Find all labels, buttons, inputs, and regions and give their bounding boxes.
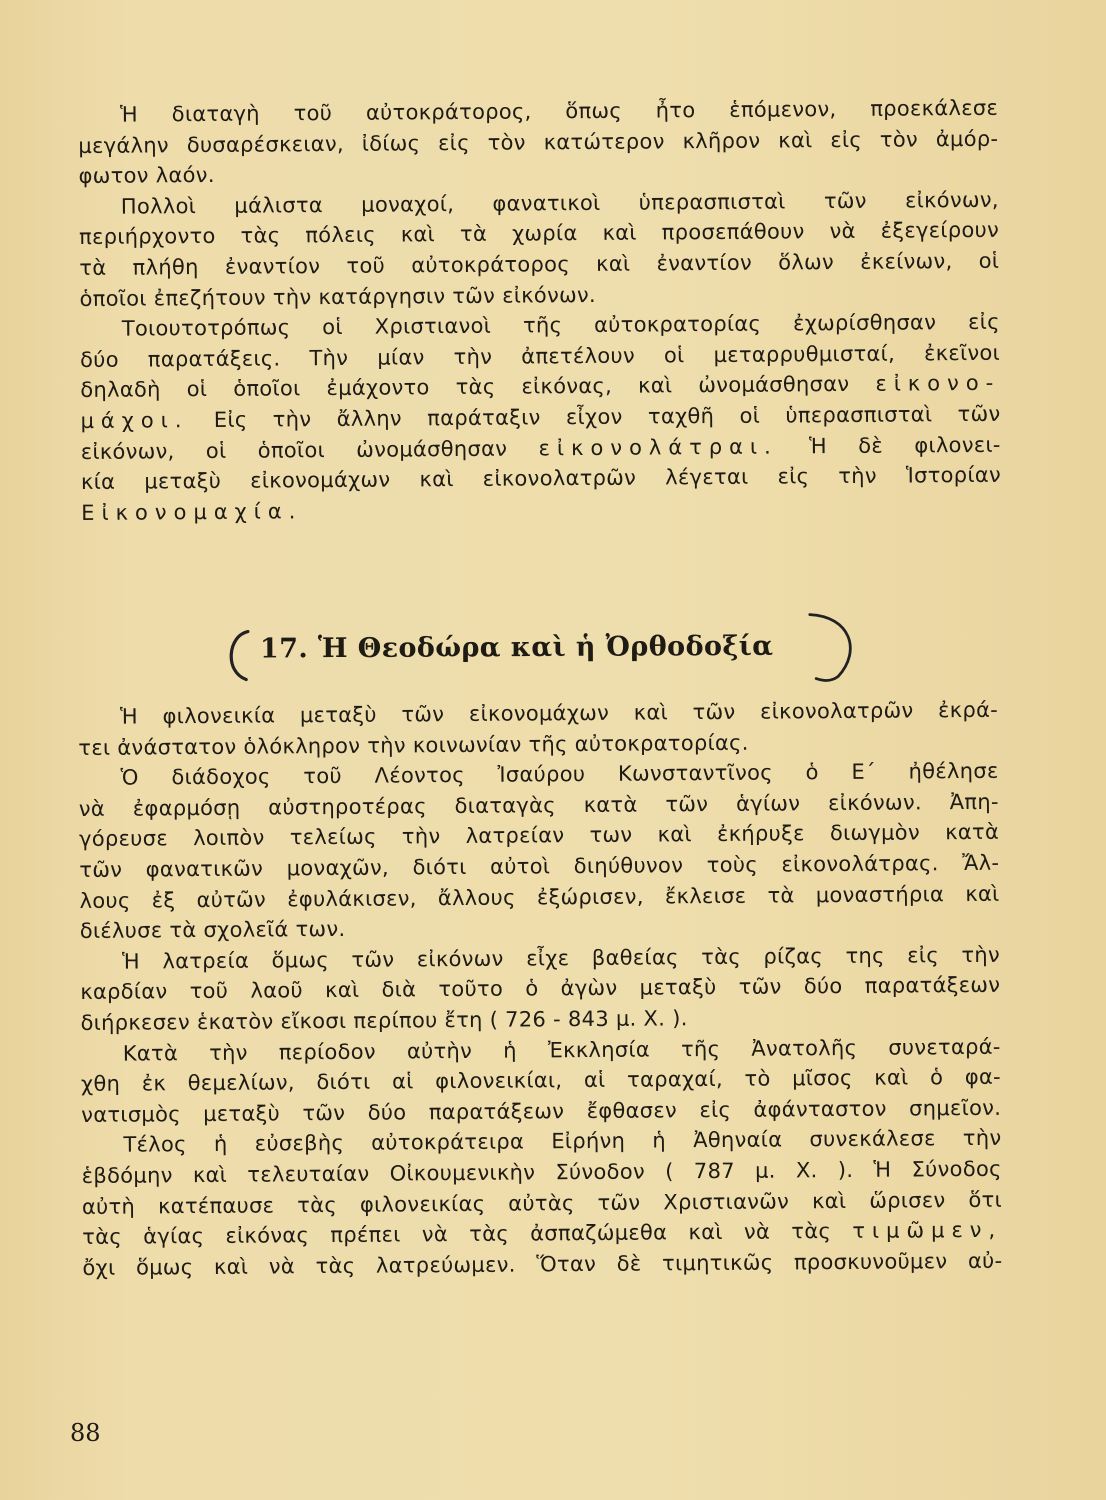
text-fragment: δηλαδὴ οἱ ὁποῖοι ἐμάχοντο τὰς εἰκόνας, καὶ ὠνομάσθησαν: [80, 372, 850, 403]
section-heading: [210, 610, 870, 685]
text-line: φωτον λαόν.: [78, 163, 215, 189]
text-line: τῶν φανατικῶν μοναχῶν, διότι αὐτοὶ διηύθυνον τοὺς εἰκονολάτρας. Ἄλ-: [79, 850, 1000, 882]
text-line: μεγάλην δυσαρέσκειαν, ἰδίως εἰς τὸν κατώτερον κλῆρον καὶ εἰς τὸν ἀμόρ-: [78, 126, 999, 158]
emphasized-term: Εἰκονομαχία.: [81, 498, 303, 525]
text-line: νατισμὸς μεταξὺ τῶν δύο παρατάξεων ἔφθασεν εἰς ἀφάνταστον σημεῖον.: [81, 1095, 1002, 1127]
text-line: κία μεταξὺ εἰκονομάχων καὶ εἰκονολατρῶν λέγεται εἰς τὴν Ἱστορίαν: [80, 462, 1002, 495]
text-line: καρδίαν τοῦ λαοῦ καὶ διὰ τοῦτο ὁ ἀγὼν μεταξὺ τῶν δύο παρατάξεων: [80, 973, 1001, 1005]
text-line: διήρκεσεν ἑκατὸν εἴκοσι περίπου ἔτη ( 726 - 843 μ. Χ. ).: [80, 1006, 688, 1035]
section-number: 17.: [259, 633, 309, 665]
text-line: ὁποῖοι ἐπεζήτουν τὴν κατάργησιν τῶν εἰκόνων.: [79, 282, 597, 311]
text-line: Τέλος ἡ εὐσεβὴς αὐτοκράτειρα Εἰρήνη ἡ Ἀθηναία συνεκάλεσε τὴν: [123, 1126, 1002, 1157]
heading-text: [260, 631, 774, 665]
text-line: Ἡ διαταγὴ τοῦ αὐτοκράτορος, ὅπως ἦτο ἑπόμενον, προεκάλεσε: [120, 95, 999, 127]
emphasized-term: εἰκονο-: [875, 371, 1001, 397]
text-line: νὰ ἐφαρμόσῃ αὐστηροτέρας διαταγὰς κατὰ τῶν ἁγίων εἰκόνων. Ἀπη-: [78, 789, 999, 821]
text-line: διέλυσε τὰ σχολεῖά των.: [79, 917, 346, 944]
text-fragment: τὰς ἁγίας εἰκόνας πρέπει νὰ τὰς ἀσπαζώμεθα καὶ νὰ τὰς: [82, 1219, 832, 1250]
page-number: 88: [70, 1419, 101, 1447]
text-line: τει ἀνάστατον ὁλόκληρον τὴν κοινωνίαν τῆς αὐτοκρατορίας.: [78, 730, 749, 760]
text-line: δύο παρατάξεις. Τὴν μίαν τὴν ἀπετέλουν οἱ μεταρρυθμισταί, ἐκεῖνοι: [79, 340, 1001, 372]
text-line: λους ἐξ αὐτῶν ἐφυλάκισεν, ἄλλους ἐξώρισεν, ἔκλεισε τὰ μοναστήρια καὶ: [79, 881, 1000, 913]
section-text-2: [78, 695, 1003, 1283]
emphasized-term: μάχοι.: [80, 408, 189, 433]
text-line: χθη ἐκ θεμελίων, διότι αἱ φιλονεικίαι, αἱ ταραχαί, τὸ μῖσος καὶ ὁ φα-: [80, 1064, 1002, 1097]
text-line: Ὁ διάδοχος τοῦ Λέοντος Ἰσαύρου Κωνσταντῖνος ὁ Ε΄ ἠθέλησε: [120, 758, 999, 790]
section-text-1: [78, 93, 1001, 529]
section-title: Ἡ Θεοδώρα καὶ ἡ Ὀρθοδοξία: [317, 630, 774, 665]
text-line: Ἡ λατρεία ὅμως τῶν εἰκόνων εἶχε βαθείας τὰς ρίζας της εἰς τὴν: [121, 942, 1001, 974]
emphasized-term: τιμῶμεν,: [852, 1217, 1003, 1244]
text-line: ἑβδόμην καὶ τελευταίαν Οἰκουμενικὴν Σύνοδον ( 787 μ. Χ. ). Ἡ Σύνοδος: [81, 1156, 1002, 1188]
emphasized-term: εἰκονολάτραι.: [538, 434, 778, 460]
text-line: ὄχι ὅμως καὶ νὰ τὰς λατρεύωμεν. Ὅταν δὲ τιμητικῶς προσκυνοῦμεν αὐ-: [82, 1248, 1003, 1280]
text-fragment: εἰκόνων, οἱ ὁποῖοι ὠνομάσθησαν: [80, 436, 508, 464]
text-fragment: Ἡ δὲ φιλονει-: [808, 432, 1001, 458]
text-line: γόρευσε λοιπὸν τελείως τὴν λατρείαν των καὶ ἐκήρυξε διωγμὸν κατὰ: [78, 820, 1000, 852]
text-line: τὰ πλήθη ἐναντίον τοῦ αὐτοκράτορος καὶ ἐναντίον ὅλων ἐκείνων, οἱ: [79, 248, 1000, 280]
text-line: Κατὰ τὴν περίοδον αὐτὴν ἡ Ἐκκλησία τῆς Ἀνατολῆς συνεταρά-: [122, 1034, 1001, 1066]
text-fragment: Εἰς τὴν ἄλλην παράταξιν εἶχον ταχθῆ οἱ ὑπερασπισταὶ τῶν: [213, 401, 1001, 432]
text-line: περιήρχοντο τὰς πόλεις καὶ τὰ χωρία καὶ προσεπάθουν νὰ ἐξεγείρουν: [78, 218, 1000, 250]
text-line: Τοιουτοτρόπως οἱ Χριστιανοὶ τῆς αὐτοκρατορίας ἐχωρίσθησαν εἰς: [121, 309, 1000, 341]
text-line: Ἡ φιλονεικία μεταξὺ τῶν εἰκονομάχων καὶ τῶν εἰκονολατρῶν ἐκρά-: [120, 697, 999, 729]
text-line: αὐτὴ κατέπαυσε τὰς φιλονεικίας αὐτὰς τῶν Χριστιανῶν καὶ ὥρισεν ὅτι: [81, 1187, 1003, 1219]
text-line: Πολλοὶ μάλιστα μοναχοί, φανατικοὶ ὑπερασπισταὶ τῶν εἰκόνων,: [120, 187, 999, 219]
